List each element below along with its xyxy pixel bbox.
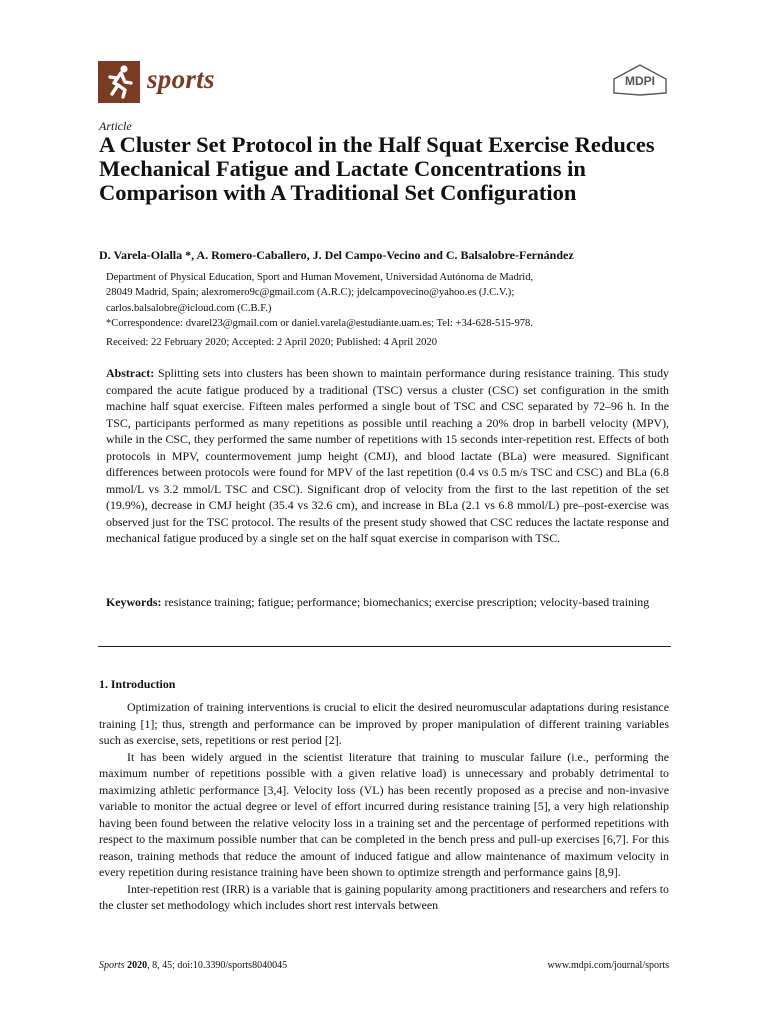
keywords (106, 594, 669, 611)
keywords-label: Keywords: (106, 595, 162, 609)
paragraph: Inter-repetition rest (IRR) is a variable that is gaining popularity among practitioners and researchers and refers to the cluster set methodology which includes short rest intervals between (99, 881, 669, 912)
paragraph: It has been widely argued in the scientist literature that training to muscular failure (i.e., performing the maximum number of repetitions possible with a given relative load) is unnecessary and probably detrimental to maximizing athletic performance [3,4]. Velocity loss (VL) has been recently proposed as a precise and non-invasive variable to monitor the actual degree or level of effort incurred during resistance training [5], a very high relationship having been found between the relative velocity loss in a training set and the percentage of performed repetitions with respect to the maximum possible number that can be completed in the bench press and pull-up exercises [6,7]. For this reason, training methods that reduce the amount of induced fatigue and allow maintenance of maximum velocity in every repetition during resistance training have been shown to optimize strength and performance gains [8,9]. (99, 749, 669, 879)
mdpi-logo-icon (610, 61, 670, 97)
paragraph: Optimization of training interventions is crucial to elicit the desired neuromuscular adaptations during resistance training [1]; thus, strength and performance can be improved by proper manipulation of different training variables such as exercise, sets, repetitions or rest period [2]. (99, 700, 669, 747)
abstract (106, 365, 669, 547)
section-heading: 1. Introduction (99, 677, 176, 691)
abstract-label: Abstract: (106, 366, 155, 380)
introduction-body (99, 699, 669, 914)
abstract-text: Splitting sets into clusters has been shown to maintain performance during resistance training. This study compared the acute fatigue produced by a traditional (TSC) versus a cluster (CSC) set configuration in the smith machine half squat exercise. Fifteen males performed a single bout of TSC and CSC separated by 72–96 h. In the TSC, participants performed as many repetitions as possible until reaching a 20% drop in barbell velocity (MPV), while in the CSC, they performed the same number of repetitions with 15 seconds inter-repetition rest. Effects of both protocols in MPV, countermovement jump height (CMJ), and blood lactate (BLa) were measured. Significant differences between protocols were found for MPV of the last repetition (0.4 vs 0.5 m/s TSC and CSC) and BLa (6.8 mmol/L vs 3.2 mmol/L TSC and CSC). Significant drop of velocity from the first to the last repetition of the set (19.9%), decrease in CMJ height (35.4 vs 32.6 cm), and increase in BLa (2.1 vs 6.8 mmol/L) pre–post-exercise was observed just for the TSC protocol. The results of the present study showed that CSC reduces the lactate response and mechanical fatigue produced by a single set on the half squat exercise in comparison with TSC. (106, 366, 669, 545)
keywords-text: resistance training; fatigue; performance; biomechanics; exercise prescription; velocity-based training (164, 595, 650, 609)
affiliation-line: Department of Physical Education, Sport and Human Movement, Universidad Autónoma de Madrid, (106, 272, 534, 283)
footer-doi: , 8, 45; doi:10.3390/sports8040045 (147, 960, 288, 971)
article-title: A Cluster Set Protocol in the Half Squat Exercise Reduces Mechanical Fatigue and Lactate Concentrations in Comparison with A Traditional Set Configuration (99, 132, 655, 205)
publisher-logo (610, 61, 670, 97)
footer-url[interactable]: www.mdpi.com/journal/sports (547, 960, 669, 971)
footer-citation (99, 960, 287, 971)
footer-year: 2020 (127, 960, 148, 971)
running-figure-icon (98, 61, 140, 103)
affiliation-line: 28049 Madrid, Spain; alexromero9c@gmail.com (A.R.C); jdelcampovecino@yahoo.es (J.C.V.); (106, 287, 515, 299)
article-type: Article (99, 119, 132, 133)
correspondence-line: *Correspondence: dvarel23@gmail.com or daniel.varela@estudiante.uam.es; Tel: +34-628-515-978. (106, 317, 533, 329)
affiliation-block (106, 270, 686, 331)
author-list: D. Varela-Olalla *, A. Romero-Caballero, J. Del Campo-Vecino and C. Balsalobre-Fernández (99, 248, 574, 262)
section-divider (98, 646, 671, 647)
publisher-name: MDPI (625, 74, 655, 88)
journal-logo (98, 61, 140, 103)
journal-name: sports (147, 64, 215, 94)
footer-journal: Sports (99, 960, 125, 971)
affiliation-line: carlos.balsalobre@icloud.com (C.B.F.) (106, 302, 272, 314)
publication-dates: Received: 22 February 2020; Accepted: 2 April 2020; Published: 4 April 2020 (106, 337, 438, 348)
